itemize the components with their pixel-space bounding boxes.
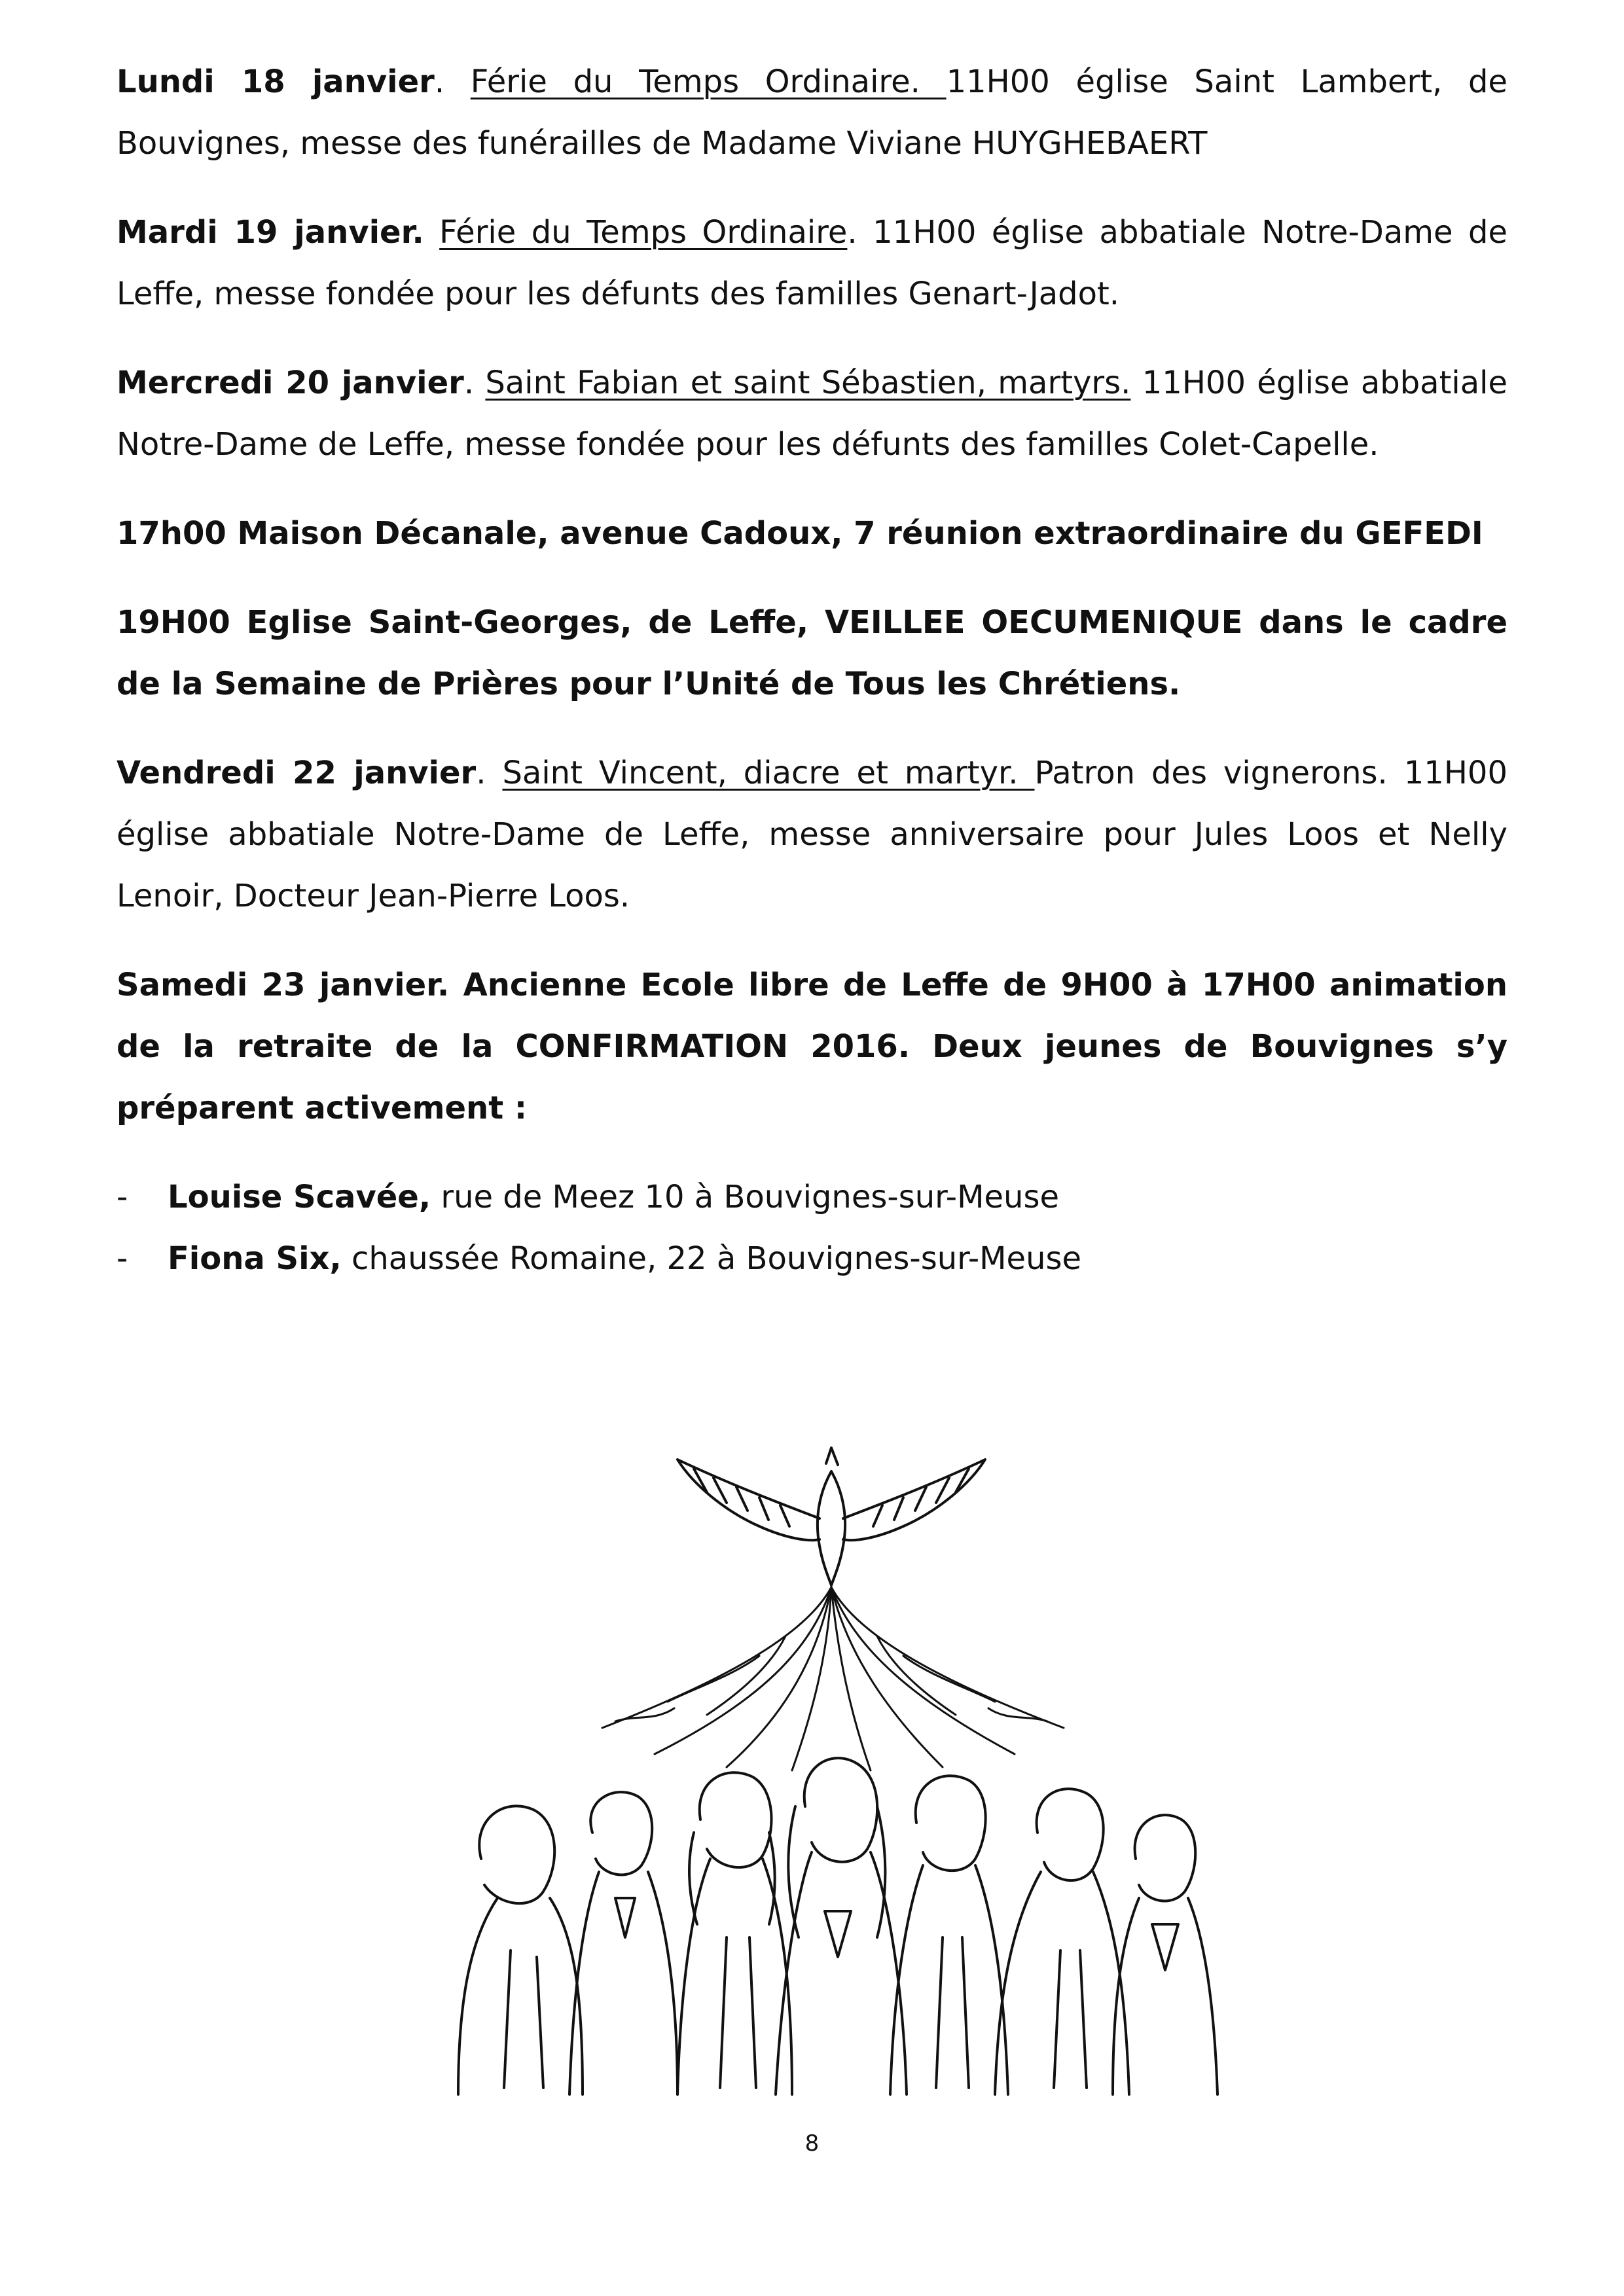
entry-monday: Lundi 18 janvier. Férie du Temps Ordinaire. 11H00 église Saint Lambert, de Bouvignes, messe des funérailles de Madame Viviane HUYGHEBAERT <box>117 63 1508 162</box>
entry-feast: Saint Fabian et saint Sébastien, martyrs. <box>485 365 1131 401</box>
entry-text: 11H00 église Saint Lambert, de Bouvignes, messe des funérailles de Madame Viviane HUYGHEBAERT <box>117 63 1508 162</box>
entry-feast: Férie du Temps Ordinaire <box>439 214 848 251</box>
schedule-text <box>117 51 1507 1289</box>
entry-day: Mercredi 20 janvier <box>117 365 464 401</box>
page-number: 8 <box>804 2130 820 2157</box>
bullet-dash: - <box>117 1240 128 1277</box>
flame-rays <box>602 1587 1064 1770</box>
entry-feast: Férie du Temps Ordinaire. <box>470 63 947 100</box>
candidate-name: Louise Scavée, <box>168 1179 431 1215</box>
entry-friday: Vendredi 22 janvier. Saint Vincent, diacre et martyr. Patron des vignerons. 11H00 église abbatiale Notre-Dame de Leffe, messe anniversaire pour Jules Loos et Nelly Lenoir, Docteur Jean-Pierre Loos. <box>117 755 1508 914</box>
entry-day: Lundi 18 janvier <box>117 63 435 100</box>
candidate-name: Fiona Six, <box>168 1240 342 1277</box>
entry-tuesday <box>117 202 1507 325</box>
gefedi-meeting: 17h00 Maison Décanale, avenue Cadoux, 7 réunion extraordinaire du GEFEDI <box>117 515 1483 552</box>
list-item <box>117 1166 1507 1228</box>
list-item <box>117 1228 1507 1289</box>
ecumenical-vigil: 19H00 Eglise Saint-Georges, de Leffe, VEILLEE OECUMENIQUE dans le cadre de la Semaine de Prières pour l’Unité de Tous les Chrétiens. <box>117 604 1507 702</box>
dove-icon <box>677 1448 985 1585</box>
confirmation-candidates-list <box>117 1166 1507 1289</box>
pentecost-dove-and-apostles-icon <box>419 1440 1244 2108</box>
entry-feast: Saint Vincent, diacre et martyr. <box>502 755 1035 791</box>
entry-wednesday: Mercredi 20 janvier. Saint Fabian et saint Sébastien, martyrs. 11H00 église abbatiale Notre-Dame de Leffe, messe fondée pour les défunts des familles Colet-Capelle. <box>117 365 1508 463</box>
entry-text: . 11H00 église abbatiale Notre-Dame de Leffe, messe fondée pour les défunts des familles Genart-Jadot. <box>117 214 1508 312</box>
entry-text: . Ancienne Ecole libre de Leffe de 9H00 à 17H00 animation de la retraite de la CONFIRMATION 2016. Deux jeunes de Bouvignes s’y préparent activement : <box>117 967 1508 1126</box>
entry-day: Mardi 19 janvier. <box>117 214 424 251</box>
entry-day: Vendredi 22 janvier <box>117 755 477 791</box>
apostle-figures <box>458 1758 1218 2094</box>
candidate-address: rue de Meez 10 à Bouvignes-sur-Meuse <box>431 1179 1060 1215</box>
bullet-dash: - <box>117 1179 128 1215</box>
entry-text: Patron des vignerons. 11H00 église abbatiale Notre-Dame de Leffe, messe anniversaire pour Jules Loos et Nelly Lenoir, Docteur Jean-Pierre Loos. <box>117 755 1508 914</box>
entry-saturday <box>117 954 1507 1139</box>
entry-day: Samedi 23 janvier <box>117 967 437 1003</box>
candidate-address: chaussée Romaine, 22 à Bouvignes-sur-Meuse <box>341 1240 1082 1277</box>
entry-text: 11H00 église abbatiale Notre-Dame de Leffe, messe fondée pour les défunts des familles Colet-Capelle. <box>117 365 1508 463</box>
